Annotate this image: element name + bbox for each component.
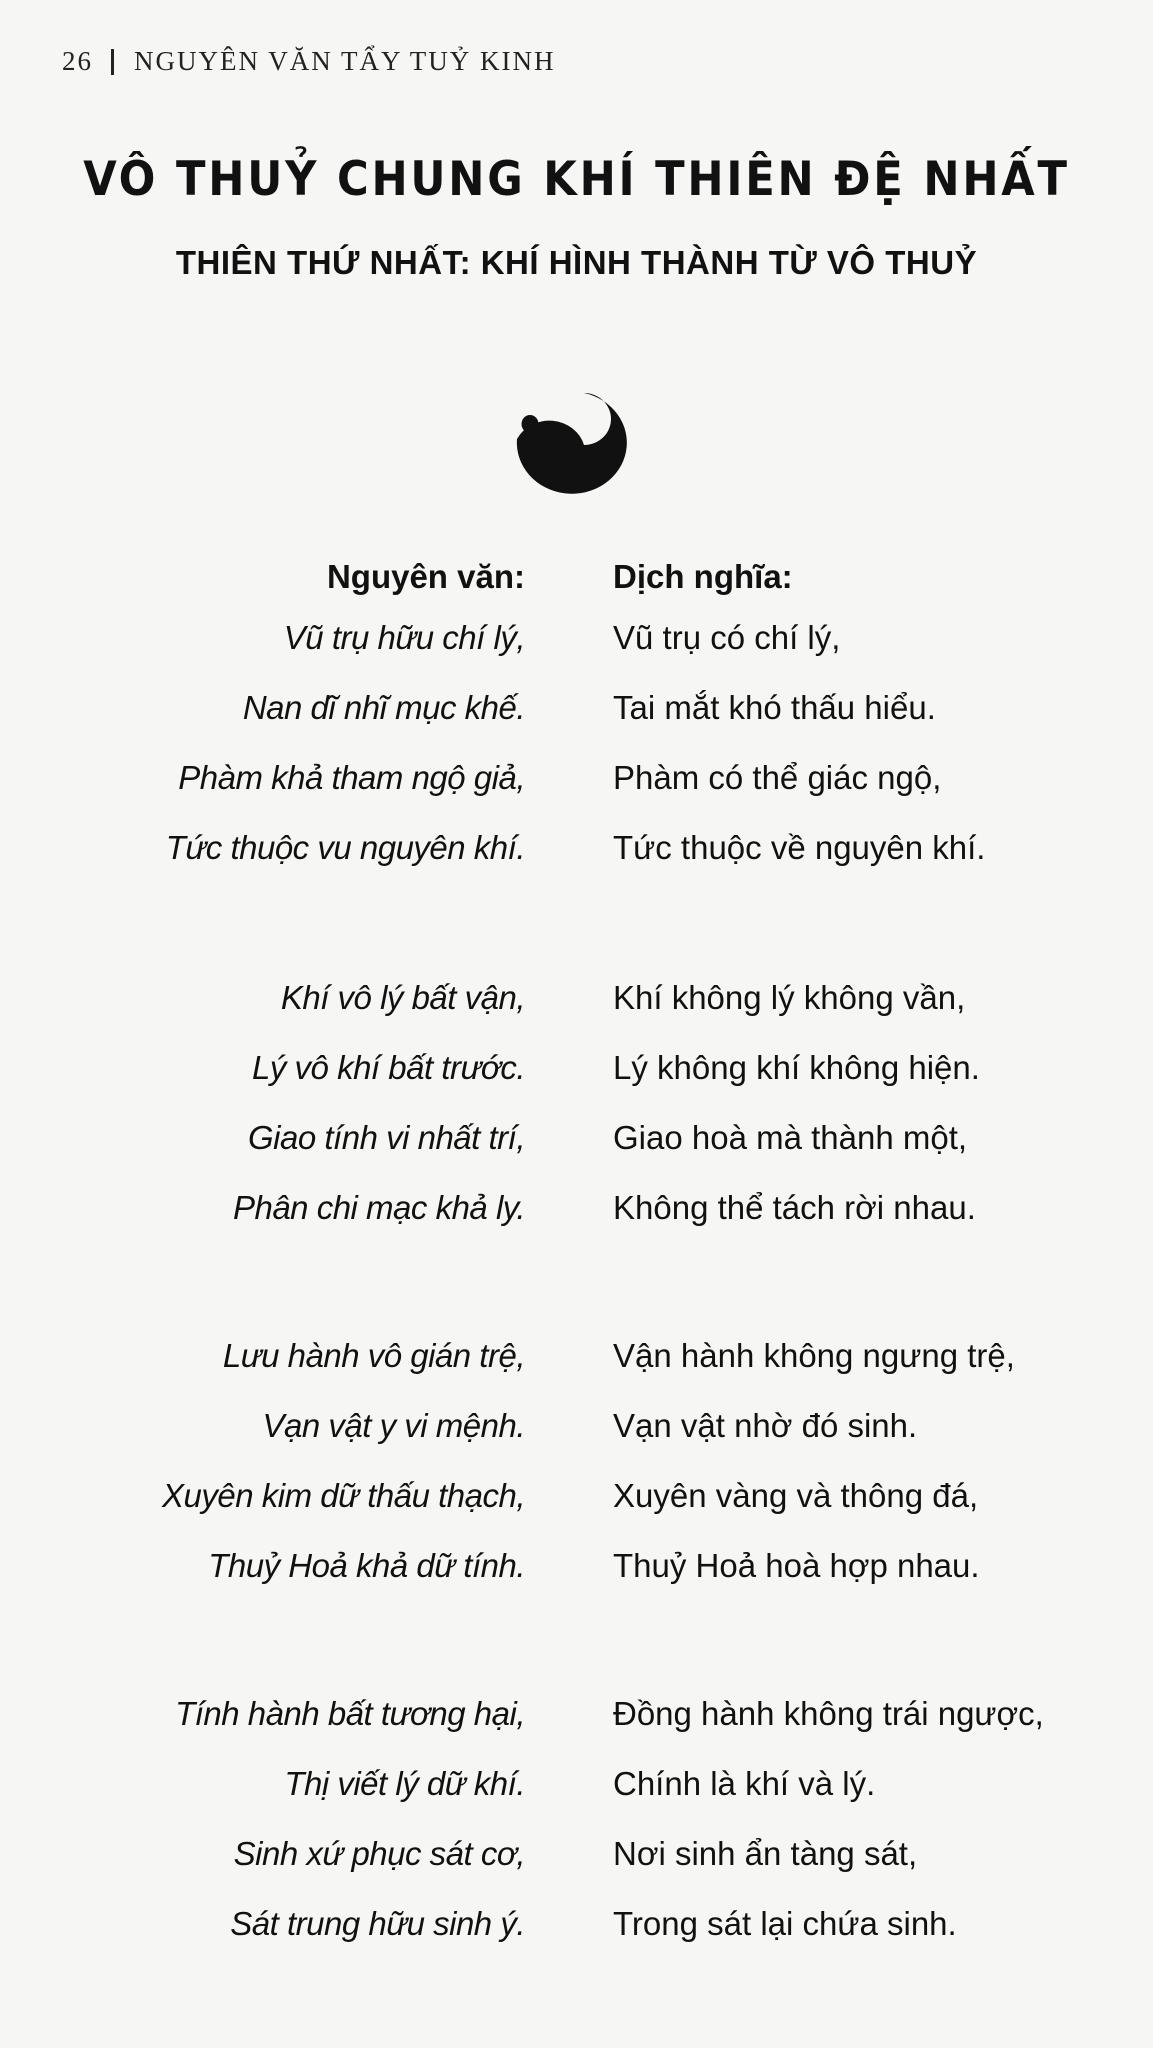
- original-line: Tức thuộc vu nguyên khí.: [165, 829, 525, 866]
- translation-line: Phàm có thể giác ngộ,: [613, 759, 942, 796]
- translation-line: Vũ trụ có chí lý,: [613, 619, 841, 656]
- original-line: Giao tính vi nhất trí,: [248, 1119, 525, 1156]
- translation-line: Thuỷ Hoả hoà hợp nhau.: [613, 1547, 980, 1584]
- translation-line: Chính là khí và lý.: [613, 1765, 876, 1802]
- translation-line: Trong sát lại chứa sinh.: [613, 1905, 957, 1942]
- translation-line: Lý không khí không hiện.: [613, 1049, 980, 1086]
- original-line: Vạn vật y vi mệnh.: [262, 1407, 525, 1444]
- translation-column-heading: Dịch nghĩa:: [613, 558, 793, 595]
- chapter-subtitle: THIÊN THỨ NHẤT: KHÍ HÌNH THÀNH TỪ VÔ THUỶ: [175, 244, 978, 281]
- original-line: Phân chi mạc khả ly.: [232, 1189, 525, 1226]
- original-line: Tính hành bất tương hại,: [175, 1695, 525, 1732]
- translation-line: Đồng hành không trái ngược,: [613, 1695, 1044, 1732]
- translation-line: Tức thuộc về nguyên khí.: [613, 829, 986, 866]
- header-separator: [111, 49, 114, 75]
- page-number: 26: [62, 46, 93, 76]
- translation-line: Giao hoà mà thành một,: [613, 1119, 968, 1156]
- translation-line: Tai mắt khó thấu hiểu.: [613, 689, 936, 726]
- original-line: Sát trung hữu sinh ý.: [230, 1905, 525, 1942]
- original-line: Lưu hành vô gián trệ,: [222, 1337, 525, 1374]
- translation-line: Khí không lý không vần,: [613, 979, 966, 1016]
- original-line: Thuỷ Hoả khả dữ tính.: [208, 1547, 525, 1584]
- original-line: Nan dĩ nhĩ mục khế.: [242, 689, 525, 726]
- original-column-heading: Nguyên văn:: [326, 558, 525, 595]
- original-line: Phàm khả tham ngộ giả,: [178, 759, 525, 796]
- original-line: Xuyên kim dữ thấu thạch,: [162, 1477, 525, 1514]
- translation-line: Vạn vật nhờ đó sinh.: [613, 1407, 918, 1444]
- original-line: Lý vô khí bất trước.: [252, 1049, 525, 1086]
- original-line: Thị viết lý dữ khí.: [284, 1765, 525, 1802]
- translation-line: Vận hành không ngưng trệ,: [613, 1337, 1015, 1374]
- running-title: NGUYÊN VĂN TẨY TUỶ KINH: [134, 46, 556, 76]
- original-line: Sinh xứ phục sát cơ,: [233, 1835, 525, 1872]
- chapter-title: VÔ THUỶ CHUNG KHÍ THIÊN ĐỆ NHẤT: [83, 152, 1070, 207]
- yin-yang-icon: [507, 392, 633, 496]
- original-line: Vũ trụ hữu chí lý,: [283, 619, 525, 656]
- translation-line: Nơi sinh ẩn tàng sát,: [613, 1835, 918, 1872]
- running-header: [62, 46, 555, 77]
- translation-line: Không thể tách rời nhau.: [613, 1189, 976, 1226]
- translation-line: Xuyên vàng và thông đá,: [613, 1477, 979, 1514]
- original-line: Khí vô lý bất vận,: [280, 979, 525, 1016]
